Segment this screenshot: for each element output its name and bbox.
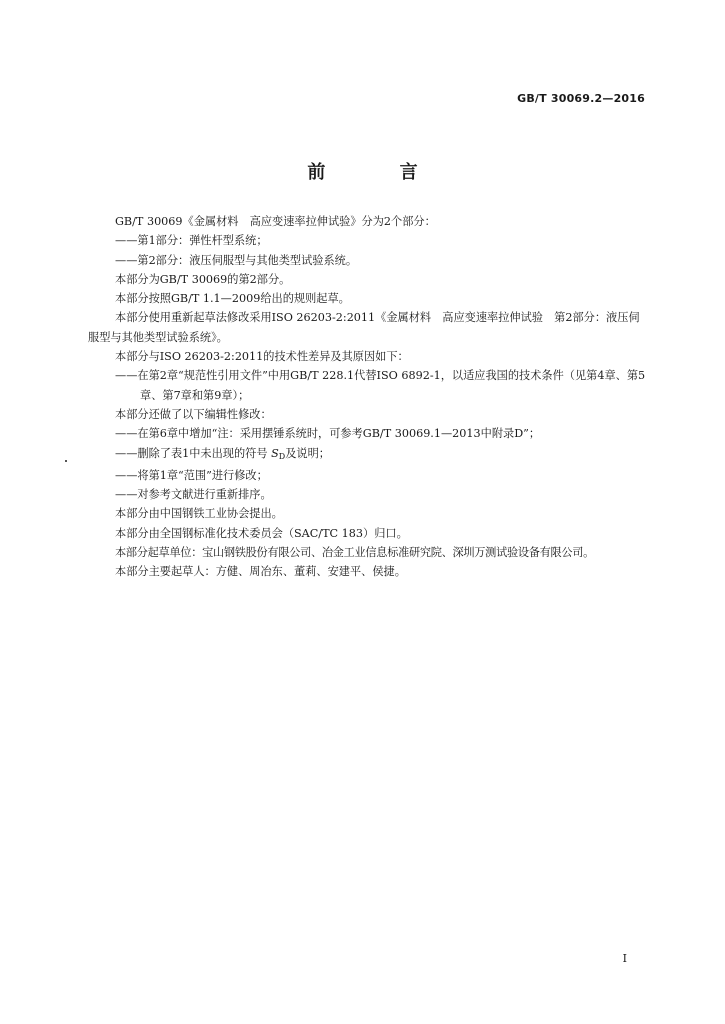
list-item: ——对参考文献进行重新排序。: [115, 488, 272, 502]
list-item: ——将第1章“范围”进行修改；: [115, 468, 268, 482]
paragraph: 本部分使用重新起草法修改采用ISO 26203-2:2011《金属材料 高应变速率拉伸试验 第2部分：液压伺服型与其他类型试验系统》。: [88, 311, 640, 344]
paragraph: 本部分为GB/T 30069的第2部分。: [115, 272, 291, 286]
paragraph: 本部分由全国钢标准化技术委员会（SAC/TC 183）归口。: [115, 526, 408, 540]
list-item: ——在第6章中增加“注：采用摆锤系统时，可参考GB/T 30069.1—2013中附录D”；: [115, 427, 541, 441]
list-item: [88, 444, 648, 466]
paragraph: GB/T 30069《金属材料 高应变速率拉伸试验》分为2个部分：: [115, 215, 436, 228]
paragraph: 本部分主要起草人：方健、周冶东、董莉、安建平、侯捷。: [115, 565, 406, 579]
page-title: 前 言: [307, 162, 452, 183]
list-item-text: ——删除了表1中未出现的符号: [115, 446, 268, 460]
list-item: ——在第2章“规范性引用文件”中用GB/T 228.1代替ISO 6892-1，以适应我国的技术条件（见第4章、第5章、第7章和第9章）；: [115, 369, 646, 402]
paragraph: 本部分按照GB/T 1.1—2009给出的规则起草。: [115, 292, 350, 306]
symbol-base: S: [271, 446, 279, 460]
scan-speck: [65, 460, 67, 462]
paragraph: 本部分由中国钢铁工业协会提出。: [115, 507, 283, 521]
symbol-subscript: D: [278, 451, 286, 461]
list-item: ——第1部分：弹性杆型系统；: [115, 234, 268, 248]
standard-code: GB/T 30069.2—2016: [517, 92, 645, 105]
paragraph: 本部分与ISO 26203-2:2011的技术性差异及其原因如下：: [115, 350, 409, 364]
paragraph: 本部分起草单位：宝山钢铁股份有限公司、冶金工业信息标准研究院、深圳万测试验设备有限公司。: [115, 546, 595, 560]
list-item: ——第2部分：液压伺服型与其他类型试验系统。: [115, 253, 358, 267]
page-number: I: [622, 952, 627, 965]
symbol-suffix: 及说明；: [285, 446, 330, 460]
foreword-body: [88, 212, 648, 582]
paragraph: 本部分还做了以下编辑性修改：: [115, 407, 272, 421]
